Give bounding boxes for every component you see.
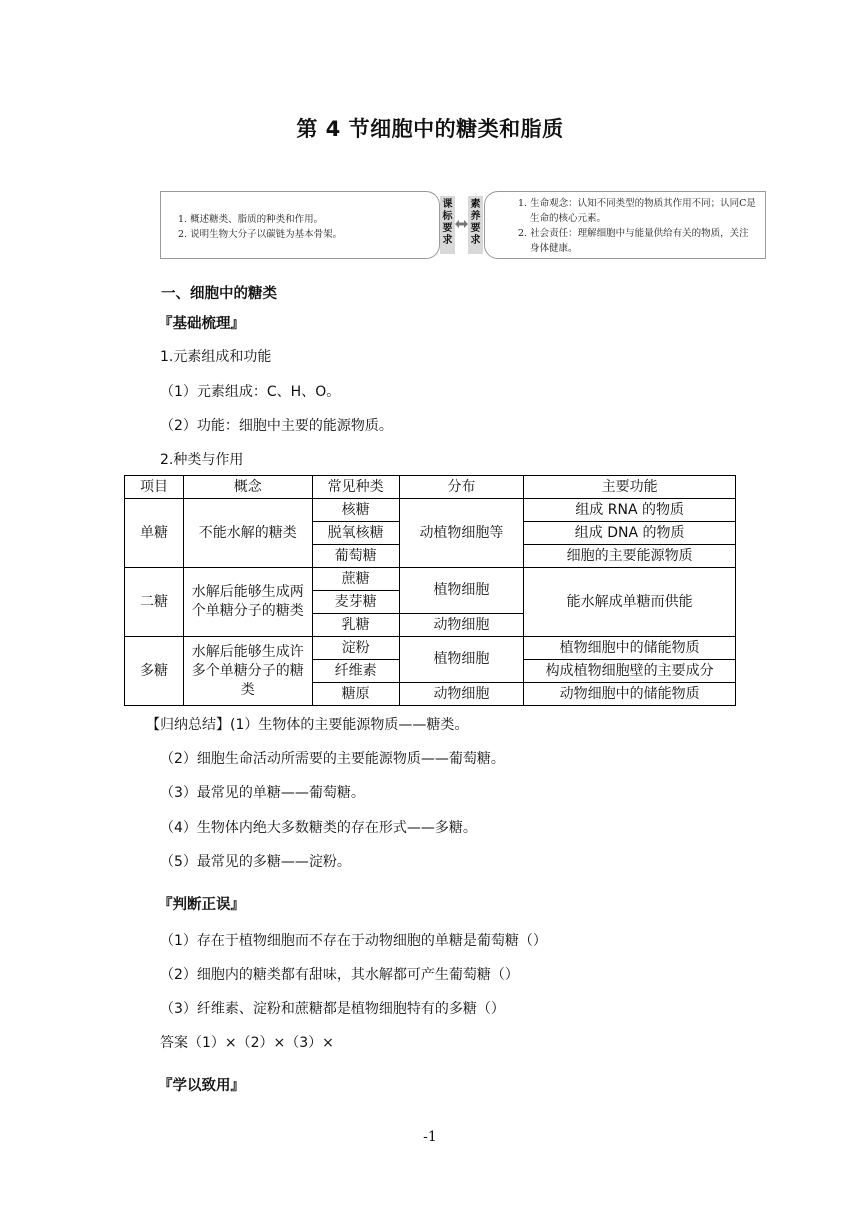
table-row — [125, 637, 736, 660]
curriculum-line-2: 2. 说明生物大分子以碳链为基本骨架。 — [178, 229, 343, 240]
distribution-cell: 植物细胞 — [399, 637, 524, 683]
summary-line-4: （4）生物体内绝大多数糖类的存在形式——多糖。 — [160, 820, 477, 836]
category-cell: 多糖 — [125, 637, 184, 706]
curriculum-requirements-box — [160, 191, 440, 259]
function-cell: 构成植物细胞壁的主要成分 — [524, 660, 736, 683]
double-arrow-icon — [455, 219, 468, 229]
summary-line-3: （3）最常见的单糖——葡萄糖。 — [160, 785, 365, 801]
literacy-line-1: 1. 生命观念：认知不同类型的物质其作用不同；认同C是生命的核心元素。 — [518, 198, 756, 224]
basics-header: 『基础梳理』 — [158, 316, 245, 332]
kind-cell: 麦芽糖 — [312, 591, 399, 614]
kind-cell: 脱氧核糖 — [312, 522, 399, 545]
header-cell: 项目 — [125, 476, 184, 499]
item-1-2: （2）功能：细胞中主要的能源物质。 — [160, 418, 393, 434]
header-cell: 常见种类 — [312, 476, 399, 499]
summary-line-2: （2）细胞生命活动所需要的主要能源物质——葡萄糖。 — [160, 751, 505, 767]
item-2: 2.种类与作用 — [160, 452, 244, 468]
judge-line-2: （2）细胞内的糖类都有甜味，其水解都可产生葡萄糖（） — [160, 967, 519, 983]
function-cell: 能水解成单糖而供能 — [524, 568, 736, 637]
summary-line-5: （5）最常见的多糖——淀粉。 — [160, 854, 351, 870]
judge-header: 『判断正误』 — [158, 897, 245, 913]
apply-header: 『学以致用』 — [158, 1078, 245, 1094]
category-cell: 单糖 — [125, 499, 184, 568]
literacy-line-2: 2. 社会责任：理解细胞中与能量供给有关的物质，关注身体健康。 — [518, 228, 749, 254]
distribution-cell: 动植物细胞等 — [399, 499, 524, 568]
page-title: 第 4 节细胞中的糖类和脂质 — [296, 117, 564, 141]
function-cell: 组成 DNA 的物质 — [524, 522, 736, 545]
item-1-1: （1）元素组成：C、H、O。 — [160, 384, 341, 400]
section-heading: 一、细胞中的糖类 — [161, 286, 277, 302]
curriculum-line-1: 1. 概述糖类、脂质的种类和作用。 — [178, 214, 324, 225]
header-cell: 分布 — [399, 476, 524, 499]
concept-cell: 水解后能够生成许多个单糖分子的糖类 — [183, 637, 312, 706]
sugar-table — [124, 475, 736, 706]
kind-cell: 乳糖 — [312, 614, 399, 637]
concept-cell: 不能水解的糖类 — [183, 499, 312, 568]
distribution-cell: 动物细胞 — [399, 614, 524, 637]
answer-line: 答案（1）×（2）×（3）× — [160, 1035, 334, 1051]
summary-line-1: 【归纳总结】(1）生物体的主要能源物质——糖类。 — [146, 717, 469, 733]
kind-cell: 纤维素 — [312, 660, 399, 683]
category-cell: 二糖 — [125, 568, 184, 637]
concept-cell: 水解后能够生成两个单糖分子的糖类 — [183, 568, 312, 637]
kind-cell: 葡萄糖 — [312, 545, 399, 568]
distribution-cell: 动物细胞 — [399, 683, 524, 706]
requirements-banner — [160, 189, 766, 264]
page-number: -1 — [423, 1129, 437, 1145]
distribution-cell: 植物细胞 — [399, 568, 524, 614]
kind-cell: 淀粉 — [312, 637, 399, 660]
function-cell: 植物细胞中的储能物质 — [524, 637, 736, 660]
header-cell: 概念 — [183, 476, 312, 499]
table-row — [125, 499, 736, 522]
judge-line-1: （1）存在于植物细胞而不存在于动物细胞的单糖是葡萄糖（） — [160, 933, 547, 949]
function-cell: 组成 RNA 的物质 — [524, 499, 736, 522]
literacy-requirements-box — [484, 191, 766, 259]
header-cell: 主要功能 — [524, 476, 736, 499]
curriculum-tag: 课 标 要 求 — [440, 196, 455, 254]
kind-cell: 核糖 — [312, 499, 399, 522]
literacy-tag: 素 养 要 求 — [468, 196, 483, 254]
function-cell: 动物细胞中的储能物质 — [524, 683, 736, 706]
kind-cell: 蔗糖 — [312, 568, 399, 591]
judge-line-3: （3）纤维素、淀粉和蔗糖都是植物细胞特有的多糖（） — [160, 1001, 505, 1017]
function-cell: 细胞的主要能源物质 — [524, 545, 736, 568]
kind-cell: 糖原 — [312, 683, 399, 706]
item-1: 1.元素组成和功能 — [160, 349, 272, 365]
table-row — [125, 568, 736, 591]
table-header-row — [125, 476, 736, 499]
